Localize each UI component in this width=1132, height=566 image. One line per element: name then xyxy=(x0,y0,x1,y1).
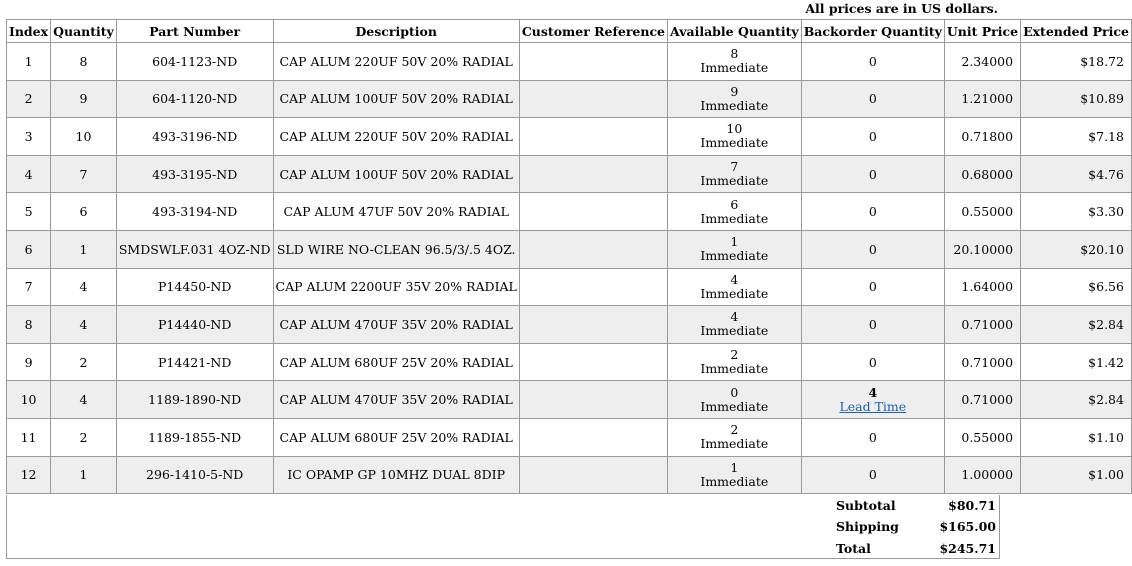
row-customer-reference xyxy=(519,343,667,381)
row-extended-price: $6.56 xyxy=(1021,268,1132,306)
row-available-quantity xyxy=(668,43,802,81)
available-count: 4 xyxy=(730,309,739,325)
available-count: 7 xyxy=(730,159,739,175)
row-backorder-quantity: 0 xyxy=(801,155,944,193)
row-quantity: 2 xyxy=(51,418,117,456)
row-part-number: 493-3196-ND xyxy=(116,118,273,156)
row-index: 4 xyxy=(7,155,51,193)
table-row xyxy=(7,43,1132,81)
row-customer-reference xyxy=(519,268,667,306)
row-available-quantity xyxy=(668,193,802,231)
row-customer-reference xyxy=(519,43,667,81)
row-unit-price: 0.71000 xyxy=(944,306,1020,344)
row-index: 5 xyxy=(7,193,51,231)
available-count: 1 xyxy=(730,459,739,475)
row-customer-reference xyxy=(519,118,667,156)
available-count: 0 xyxy=(730,384,739,400)
row-available-quantity xyxy=(668,456,802,494)
row-extended-price: $4.76 xyxy=(1021,155,1132,193)
row-extended-price: $1.00 xyxy=(1021,456,1132,494)
totals-panel xyxy=(6,495,1000,559)
row-index: 7 xyxy=(7,268,51,306)
table-row xyxy=(7,418,1132,456)
shipping-value: $165.00 xyxy=(939,519,996,534)
subtotal-label: Subtotal xyxy=(836,498,896,513)
row-available-quantity xyxy=(668,381,802,419)
row-description: CAP ALUM 470UF 35V 20% RADIAL xyxy=(273,381,519,419)
row-description: CAP ALUM 220UF 50V 20% RADIAL xyxy=(273,43,519,81)
row-part-number: 493-3195-ND xyxy=(116,155,273,193)
col-description: Description xyxy=(273,20,519,43)
row-unit-price: 0.71000 xyxy=(944,381,1020,419)
row-description: CAP ALUM 220UF 50V 20% RADIAL xyxy=(273,118,519,156)
available-status: Immediate xyxy=(700,323,769,339)
row-description: CAP ALUM 47UF 50V 20% RADIAL xyxy=(273,193,519,231)
row-extended-price: $2.84 xyxy=(1021,381,1132,419)
row-available-quantity xyxy=(668,268,802,306)
row-part-number: SMDSWLF.031 4OZ-ND xyxy=(116,230,273,268)
row-unit-price: 0.55000 xyxy=(944,418,1020,456)
row-backorder-quantity: 0 xyxy=(801,80,944,118)
row-quantity: 4 xyxy=(51,381,117,419)
row-description: CAP ALUM 100UF 50V 20% RADIAL xyxy=(273,80,519,118)
row-part-number: 604-1123-ND xyxy=(116,43,273,81)
available-count: 2 xyxy=(730,422,739,438)
row-unit-price: 1.21000 xyxy=(944,80,1020,118)
row-available-quantity xyxy=(668,343,802,381)
available-status: Immediate xyxy=(700,248,769,264)
row-available-quantity xyxy=(668,80,802,118)
table-row xyxy=(7,268,1132,306)
row-index: 6 xyxy=(7,230,51,268)
row-index: 3 xyxy=(7,118,51,156)
available-status: Immediate xyxy=(700,285,769,301)
table-row xyxy=(7,230,1132,268)
row-available-quantity xyxy=(668,118,802,156)
lead-time-link[interactable]: Lead Time xyxy=(839,398,907,414)
row-extended-price: $10.89 xyxy=(1021,80,1132,118)
col-index: Index xyxy=(7,20,51,43)
row-quantity: 4 xyxy=(51,268,117,306)
row-index: 10 xyxy=(7,381,51,419)
row-index: 2 xyxy=(7,80,51,118)
col-available-quantity: Available Quantity xyxy=(668,20,802,43)
available-count: 9 xyxy=(730,83,739,99)
row-backorder-quantity: 0 xyxy=(801,193,944,231)
row-index: 12 xyxy=(7,456,51,494)
row-description: CAP ALUM 2200UF 35V 20% RADIAL xyxy=(273,268,519,306)
row-backorder-quantity: 0 xyxy=(801,268,944,306)
row-index: 1 xyxy=(7,43,51,81)
row-extended-price: $1.42 xyxy=(1021,343,1132,381)
row-customer-reference xyxy=(519,306,667,344)
row-unit-price: 0.71000 xyxy=(944,343,1020,381)
row-available-quantity xyxy=(668,418,802,456)
table-row xyxy=(7,306,1132,344)
row-backorder-quantity: 0 xyxy=(801,456,944,494)
col-backorder-quantity: Backorder Quantity xyxy=(801,20,944,43)
available-status: Immediate xyxy=(700,173,769,189)
row-quantity: 10 xyxy=(51,118,117,156)
row-index: 9 xyxy=(7,343,51,381)
col-quantity: Quantity xyxy=(51,20,117,43)
col-extended-price: Extended Price xyxy=(1021,20,1132,43)
row-extended-price: $3.30 xyxy=(1021,193,1132,231)
table-row xyxy=(7,456,1132,494)
row-backorder-quantity: 0 xyxy=(801,230,944,268)
row-customer-reference xyxy=(519,155,667,193)
row-backorder-quantity xyxy=(801,381,944,419)
row-backorder-quantity: 0 xyxy=(801,118,944,156)
row-description: CAP ALUM 470UF 35V 20% RADIAL xyxy=(273,306,519,344)
table-row xyxy=(7,155,1132,193)
row-index: 8 xyxy=(7,306,51,344)
row-customer-reference xyxy=(519,80,667,118)
row-quantity: 4 xyxy=(51,306,117,344)
row-customer-reference xyxy=(519,418,667,456)
row-unit-price: 1.64000 xyxy=(944,268,1020,306)
row-quantity: 2 xyxy=(51,343,117,381)
row-backorder-quantity: 0 xyxy=(801,343,944,381)
available-status: Immediate xyxy=(700,97,769,113)
shipping-label: Shipping xyxy=(836,519,899,534)
table-row xyxy=(7,381,1132,419)
row-part-number: P14440-ND xyxy=(116,306,273,344)
row-description: CAP ALUM 100UF 50V 20% RADIAL xyxy=(273,155,519,193)
row-index: 11 xyxy=(7,418,51,456)
row-available-quantity xyxy=(668,306,802,344)
col-customer-reference: Customer Reference xyxy=(519,20,667,43)
row-backorder-quantity: 0 xyxy=(801,43,944,81)
table-row xyxy=(7,118,1132,156)
available-count: 6 xyxy=(730,196,739,212)
available-count: 1 xyxy=(730,234,739,250)
row-unit-price: 20.10000 xyxy=(944,230,1020,268)
row-extended-price: $18.72 xyxy=(1021,43,1132,81)
table-row xyxy=(7,80,1132,118)
available-status: Immediate xyxy=(700,436,769,452)
row-quantity: 8 xyxy=(51,43,117,81)
row-unit-price: 2.34000 xyxy=(944,43,1020,81)
row-description: SLD WIRE NO-CLEAN 96.5/3/.5 4OZ. xyxy=(273,230,519,268)
row-extended-price: $7.18 xyxy=(1021,118,1132,156)
row-part-number: 1189-1855-ND xyxy=(116,418,273,456)
table-row xyxy=(7,193,1132,231)
available-count: 8 xyxy=(730,46,739,62)
available-status: Immediate xyxy=(700,398,769,414)
row-description: CAP ALUM 680UF 25V 20% RADIAL xyxy=(273,418,519,456)
row-unit-price: 0.55000 xyxy=(944,193,1020,231)
total-value: $245.71 xyxy=(939,541,996,556)
row-quantity: 1 xyxy=(51,230,117,268)
row-customer-reference xyxy=(519,456,667,494)
row-unit-price: 0.71800 xyxy=(944,118,1020,156)
row-part-number: 604-1120-ND xyxy=(116,80,273,118)
table-row xyxy=(7,343,1132,381)
col-part-number: Part Number xyxy=(116,20,273,43)
available-status: Immediate xyxy=(700,210,769,226)
backorder-count: 4 xyxy=(868,384,878,400)
row-extended-price: $20.10 xyxy=(1021,230,1132,268)
order-table xyxy=(6,19,1132,494)
available-count: 10 xyxy=(726,121,743,137)
row-unit-price: 1.00000 xyxy=(944,456,1020,494)
row-customer-reference xyxy=(519,230,667,268)
row-available-quantity xyxy=(668,155,802,193)
available-status: Immediate xyxy=(700,135,769,151)
row-customer-reference xyxy=(519,193,667,231)
row-part-number: 296-1410-5-ND xyxy=(116,456,273,494)
available-status: Immediate xyxy=(700,60,769,76)
currency-note: All prices are in US dollars. xyxy=(805,1,998,16)
row-part-number: P14450-ND xyxy=(116,268,273,306)
row-backorder-quantity: 0 xyxy=(801,418,944,456)
available-count: 2 xyxy=(730,347,739,363)
row-part-number: P14421-ND xyxy=(116,343,273,381)
col-unit-price: Unit Price xyxy=(944,20,1020,43)
row-description: IC OPAMP GP 10MHZ DUAL 8DIP xyxy=(273,456,519,494)
total-label: Total xyxy=(836,541,871,556)
row-available-quantity xyxy=(668,230,802,268)
row-quantity: 6 xyxy=(51,193,117,231)
row-part-number: 493-3194-ND xyxy=(116,193,273,231)
row-quantity: 7 xyxy=(51,155,117,193)
available-count: 4 xyxy=(730,271,739,287)
row-extended-price: $1.10 xyxy=(1021,418,1132,456)
row-backorder-quantity: 0 xyxy=(801,306,944,344)
available-status: Immediate xyxy=(700,361,769,377)
available-status: Immediate xyxy=(700,473,769,489)
row-quantity: 9 xyxy=(51,80,117,118)
subtotal-value: $80.71 xyxy=(948,498,996,513)
row-extended-price: $2.84 xyxy=(1021,306,1132,344)
row-description: CAP ALUM 680UF 25V 20% RADIAL xyxy=(273,343,519,381)
header-row xyxy=(7,20,1132,43)
row-quantity: 1 xyxy=(51,456,117,494)
row-unit-price: 0.68000 xyxy=(944,155,1020,193)
row-customer-reference xyxy=(519,381,667,419)
row-part-number: 1189-1890-ND xyxy=(116,381,273,419)
